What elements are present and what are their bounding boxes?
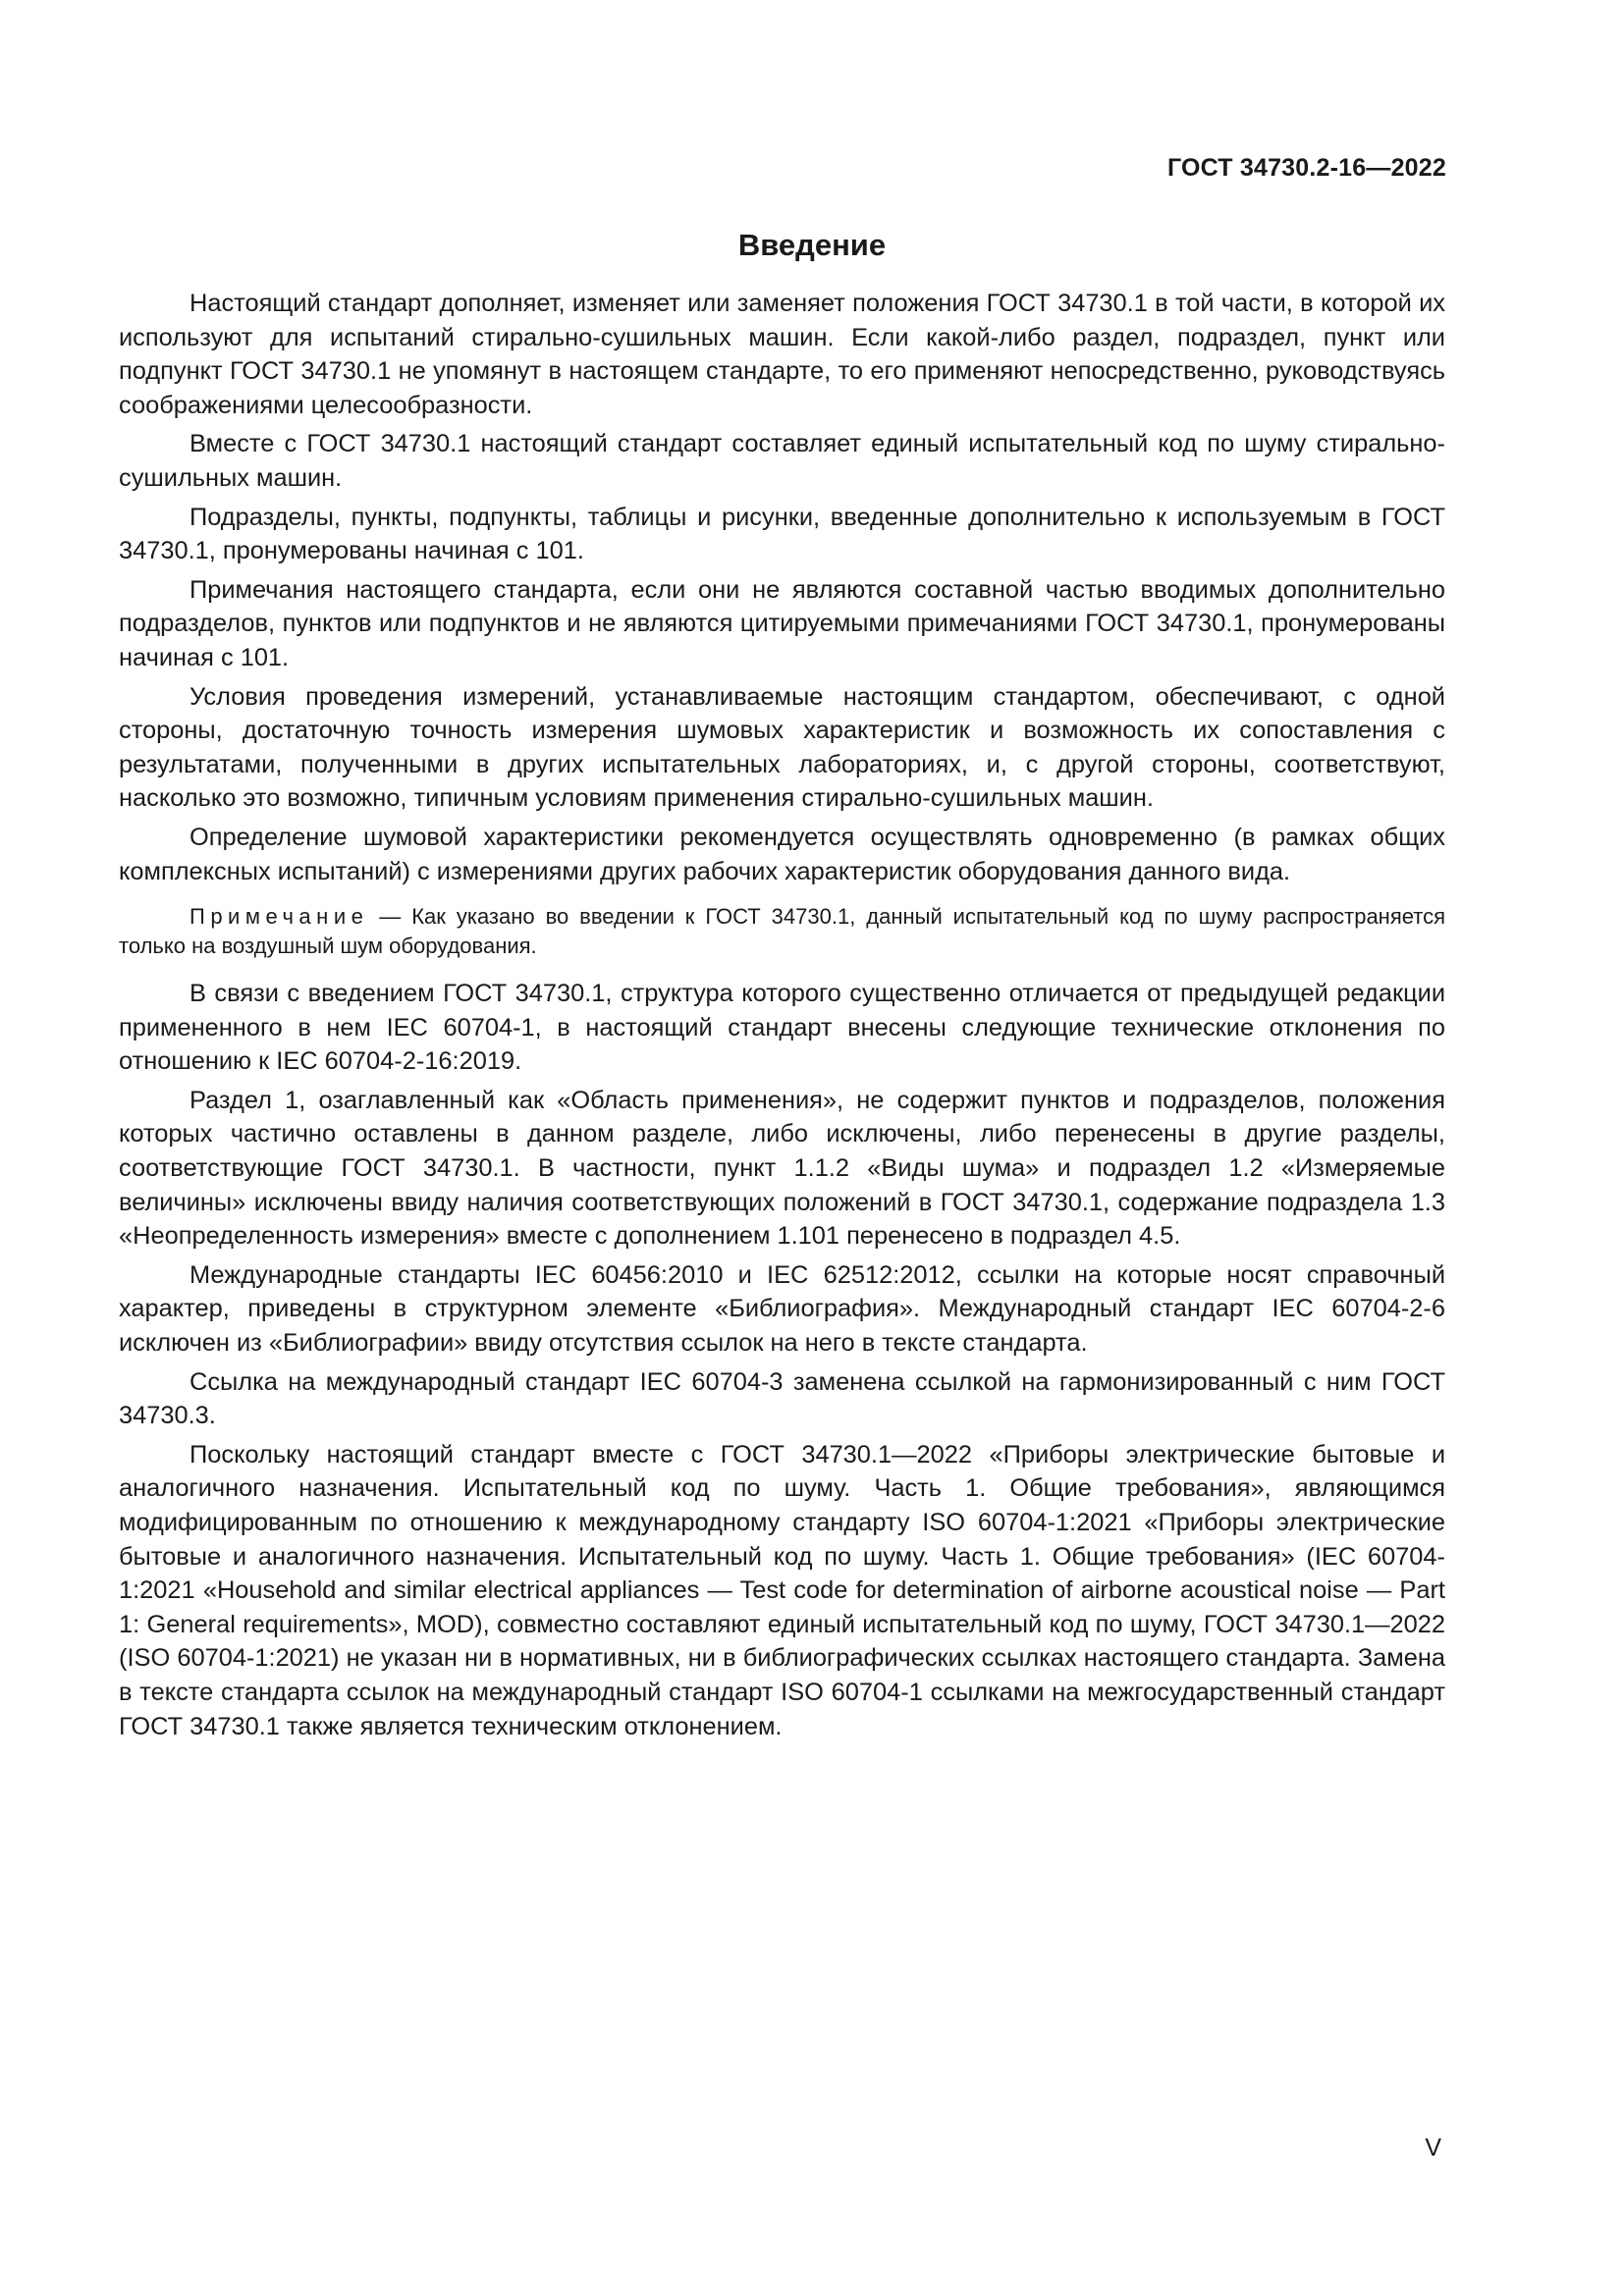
paragraph: Подразделы, пункты, подпункты, таблицы и рисунки, введенные дополнительно к используемым в ГОСТ 34730.1, пронумерованы начиная с 101. <box>119 503 1445 565</box>
paragraph: Вместе с ГОСТ 34730.1 настоящий стандарт составляет единый испытательный код по шуму стирально-сушильных машин. <box>119 430 1445 492</box>
section-title: Введение <box>737 228 887 262</box>
note <box>119 902 1445 961</box>
page-number: V <box>1425 2134 1441 2162</box>
paragraph: Настоящий стандарт дополняет, изменяет или заменяет положения ГОСТ 34730.1 в той части, в которой их используют для испытаний стирально-сушильных машин. Если какой-либо раздел, подраздел, пункт или подпункт ГОСТ 34730.1 не упомянут в настоящем стандарте, то его применяют непосредственно, руководствуясь соображениями целесообразности. <box>119 290 1445 419</box>
paragraph: Раздел 1, озаглавленный как «Область применения», не содержит пунктов и подразделов, положения которых частично оставлены в данном разделе, либо исключены, либо перенесены в другие разделы, соответствующие ГОСТ 34730.1. В частности, пункт 1.1.2 «Виды шума» и подраздел 1.2 «Измеряемые величины» исключены ввиду наличия соответствующих положений в ГОСТ 34730.1, содержание подраздела 1.3 «Неопределенность измерения» вместе с дополнением 1.101 перенесено в подраздел 4.5. <box>119 1086 1445 1251</box>
body-text <box>119 287 1445 1748</box>
paragraph: В связи с введением ГОСТ 34730.1, структура которого существенно отличается от предыдущей редакции примененного в нем IEC 60704-1, в настоящий стандарт внесены следующие технические отклонения по отношению к IEC 60704-2-16:2019. <box>119 980 1445 1076</box>
paragraph: Международные стандарты IEC 60456:2010 и IEC 62512:2012, ссылки на которые носят справочный характер, приведены в структурном элементе «Библиография». Международный стандарт IEC 60704-2-6 исключен из «Библиографии» ввиду отсутствия ссылок на него в тексте стандарта. <box>119 1260 1445 1358</box>
note-label: Примечание <box>189 904 369 930</box>
paragraph: Ссылка на международный стандарт IEC 60704-3 заменена ссылкой на гармонизированный с ним ГОСТ 34730.3. <box>119 1367 1445 1430</box>
paragraph: Условия проведения измерений, устанавливаемые настоящим стандартом, обеспечивают, с одной стороны, достаточную точность измерения шумовых характеристик и возможность их сопоставления с результатами, полученными в других испытательных лабораториях, и, с другой стороны, соответствуют, насколько это возможно, типичным условиям применения стирально-сушильных машин. <box>119 682 1445 813</box>
paragraph: Поскольку настоящий стандарт вместе с ГОСТ 34730.1—2022 «Приборы электрические бытовые и аналогичного назначения. Испытательный код по шуму. Часть 1. Общие требования», являющимся модифицированным по отношению к международному стандарту ISO 60704-1:2021 «Приборы электрические бытовые и аналогичного назначения. Испытательный код по шуму. Часть 1. Общие требования» (IEC 60704-1:2021 «Household and similar electrical appliances — Test code for determination of airborne acoustical noise — Part 1: General requirements», MOD), совместно составляют единый испытательный код по шуму, ГОСТ 34730.1—2022 (ISO 60704-1:2021) не указан ни в нормативных, ни в библиографических ссылках настоящего стандарта. Замена в тексте стандарта ссылок на международный стандарт ISO 60704-1 ссылками на межгосударственный стандарт ГОСТ 34730.1 также является техническим отклонением. <box>119 1440 1445 1740</box>
document-code: ГОСТ 34730.2-16—2022 <box>1166 154 1446 182</box>
paragraph: Примечания настоящего стандарта, если они не являются составной частью вводимых дополнительно подразделов, пунктов или подпунктов и не являются цитируемыми примечаниями ГОСТ 34730.1, пронумерованы начиная с 101. <box>119 575 1445 671</box>
paragraph: Определение шумовой характеристики рекомендуется осуществлять одновременно (в рамках общих комплексных испытаний) с измерениями других рабочих характеристик оборудования данного вида. <box>119 823 1445 885</box>
note-text: — Как указано во введении к ГОСТ 34730.1, данный испытательный код по шуму распространяется только на воздушный шум оборудования. <box>119 904 1445 959</box>
